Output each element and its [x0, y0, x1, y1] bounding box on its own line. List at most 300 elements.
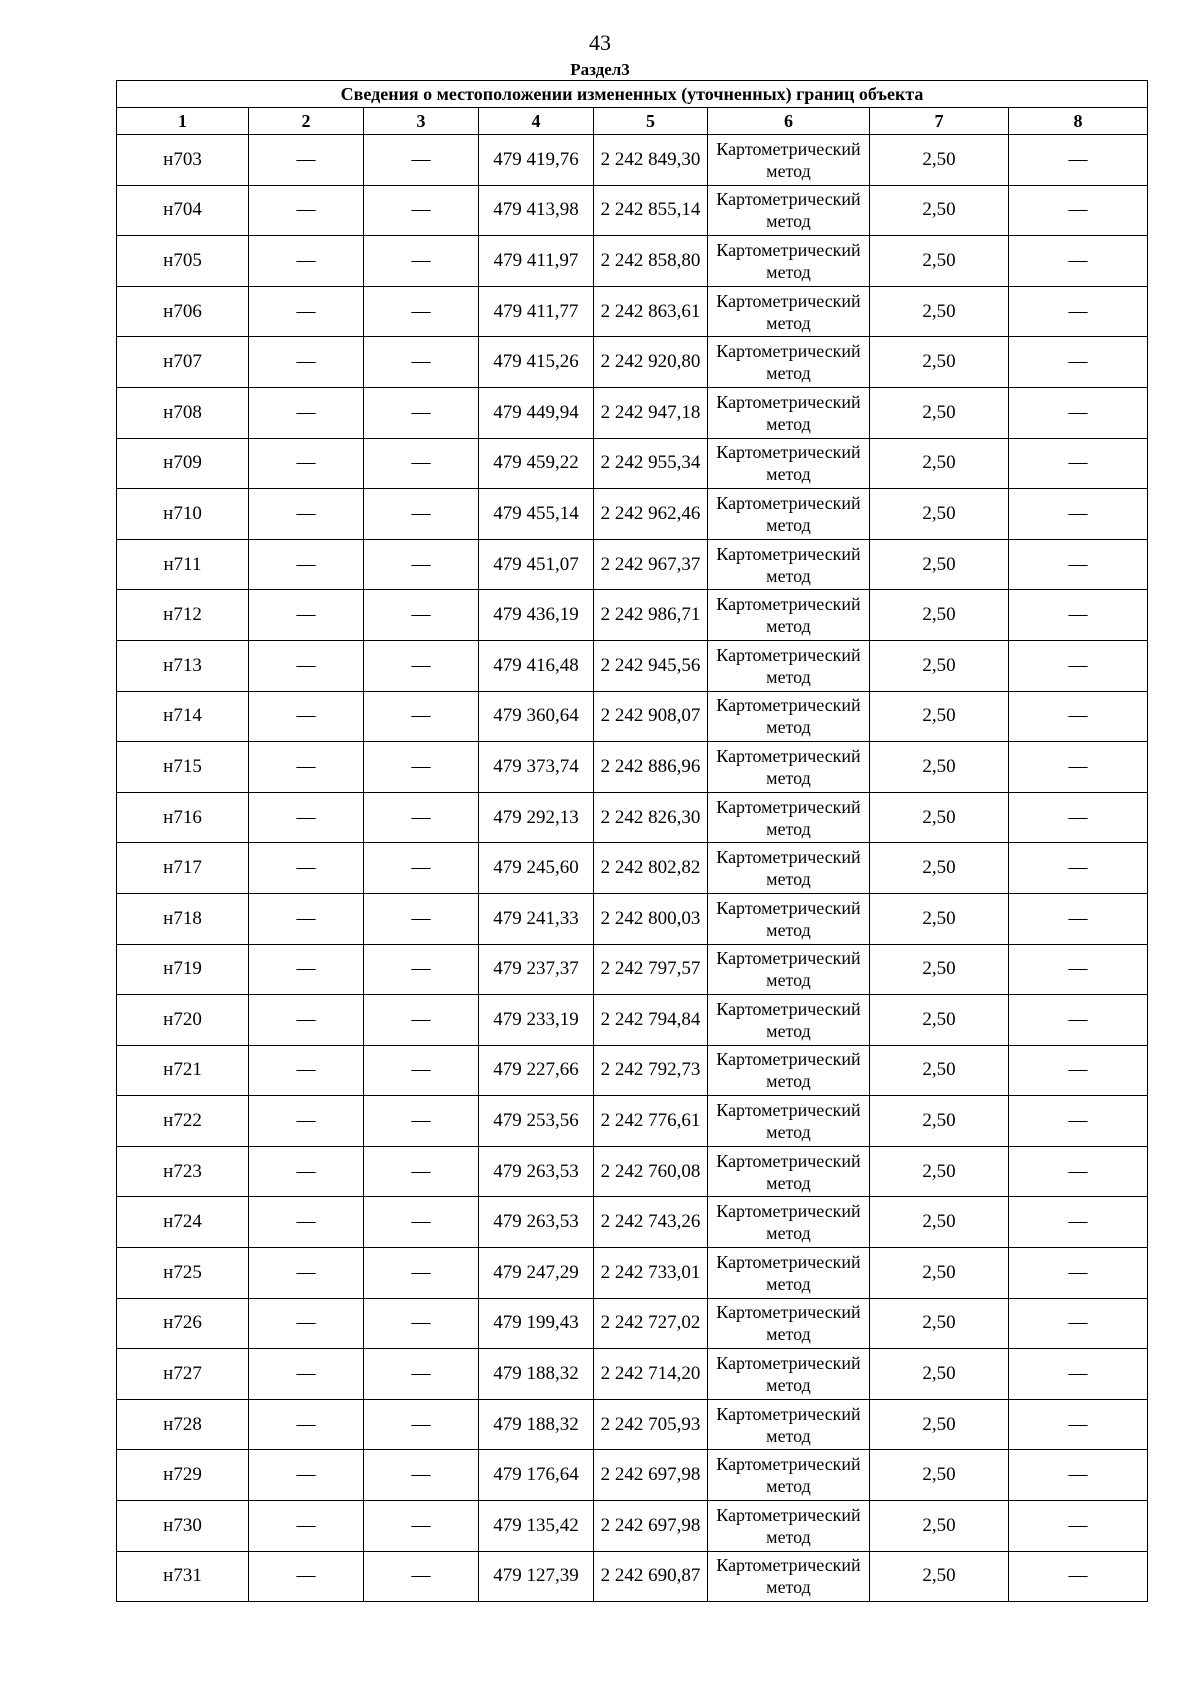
x-coordinate-cell: 479 459,22 [479, 438, 594, 489]
y-coordinate-cell: 2 242 863,61 [594, 286, 708, 337]
point-id-cell: н710 [117, 489, 249, 540]
table-body [117, 135, 1148, 1602]
col3-cell: — [364, 1501, 479, 1552]
x-coordinate-cell: 479 360,64 [479, 691, 594, 742]
point-id-cell: н708 [117, 387, 249, 438]
col2-cell: — [249, 1096, 364, 1147]
x-coordinate-cell: 479 227,66 [479, 1045, 594, 1096]
col2-cell: — [249, 539, 364, 590]
col2-cell: — [249, 135, 364, 186]
col8-cell: — [1009, 1197, 1148, 1248]
col8-cell: — [1009, 1450, 1148, 1501]
y-coordinate-cell: 2 242 967,37 [594, 539, 708, 590]
col2-cell: — [249, 236, 364, 287]
method-cell [708, 438, 870, 489]
table-row [117, 1399, 1148, 1450]
y-coordinate-cell: 2 242 792,73 [594, 1045, 708, 1096]
method-text: Картометрический метод [716, 1100, 861, 1143]
x-coordinate-cell: 479 436,19 [479, 590, 594, 641]
column-number: 2 [249, 108, 364, 135]
table-row [117, 438, 1148, 489]
table-row [117, 1551, 1148, 1602]
col3-cell: — [364, 1146, 479, 1197]
accuracy-cell: 2,50 [870, 691, 1009, 742]
col3-cell: — [364, 995, 479, 1046]
method-cell [708, 944, 870, 995]
x-coordinate-cell: 479 373,74 [479, 742, 594, 793]
method-text: Картометрический метод [716, 189, 861, 232]
col3-cell: — [364, 135, 479, 186]
column-number: 6 [708, 108, 870, 135]
col3-cell: — [364, 691, 479, 742]
boundary-coordinates-table [116, 80, 1148, 1602]
accuracy-cell: 2,50 [870, 236, 1009, 287]
accuracy-cell: 2,50 [870, 1096, 1009, 1147]
col2-cell: — [249, 1298, 364, 1349]
col2-cell: — [249, 185, 364, 236]
accuracy-cell: 2,50 [870, 438, 1009, 489]
col3-cell: — [364, 742, 479, 793]
col2-cell: — [249, 1551, 364, 1602]
accuracy-cell: 2,50 [870, 792, 1009, 843]
method-text: Картометрический метод [716, 341, 861, 384]
method-cell [708, 286, 870, 337]
table-row [117, 1146, 1148, 1197]
col8-cell: — [1009, 185, 1148, 236]
table-row [117, 135, 1148, 186]
accuracy-cell: 2,50 [870, 286, 1009, 337]
method-text: Картометрический метод [716, 745, 861, 788]
point-id-cell: н717 [117, 843, 249, 894]
col3-cell: — [364, 1349, 479, 1400]
method-text: Картометрический метод [716, 543, 861, 586]
x-coordinate-cell: 479 241,33 [479, 893, 594, 944]
col8-cell: — [1009, 995, 1148, 1046]
method-cell [708, 742, 870, 793]
y-coordinate-cell: 2 242 826,30 [594, 792, 708, 843]
y-coordinate-cell: 2 242 920,80 [594, 337, 708, 388]
accuracy-cell: 2,50 [870, 1349, 1009, 1400]
accuracy-cell: 2,50 [870, 944, 1009, 995]
col8-cell: — [1009, 1551, 1148, 1602]
col2-cell: — [249, 893, 364, 944]
column-number: 8 [1009, 108, 1148, 135]
point-id-cell: н724 [117, 1197, 249, 1248]
col3-cell: — [364, 1096, 479, 1147]
x-coordinate-cell: 479 176,64 [479, 1450, 594, 1501]
col8-cell: — [1009, 286, 1148, 337]
accuracy-cell: 2,50 [870, 1248, 1009, 1299]
table-row [117, 742, 1148, 793]
col3-cell: — [364, 843, 479, 894]
x-coordinate-cell: 479 253,56 [479, 1096, 594, 1147]
method-text: Картометрический метод [716, 1454, 861, 1497]
x-coordinate-cell: 479 416,48 [479, 640, 594, 691]
table-row [117, 1248, 1148, 1299]
y-coordinate-cell: 2 242 776,61 [594, 1096, 708, 1147]
column-number: 5 [594, 108, 708, 135]
col3-cell: — [364, 893, 479, 944]
point-id-cell: н703 [117, 135, 249, 186]
x-coordinate-cell: 479 415,26 [479, 337, 594, 388]
y-coordinate-cell: 2 242 714,20 [594, 1349, 708, 1400]
method-text: Картометрический метод [716, 644, 861, 687]
method-text: Картометрический метод [716, 1504, 861, 1547]
col8-cell: — [1009, 1045, 1148, 1096]
point-id-cell: н711 [117, 539, 249, 590]
col2-cell: — [249, 1399, 364, 1450]
col8-cell: — [1009, 1096, 1148, 1147]
accuracy-cell: 2,50 [870, 843, 1009, 894]
y-coordinate-cell: 2 242 908,07 [594, 691, 708, 742]
x-coordinate-cell: 479 199,43 [479, 1298, 594, 1349]
table-row [117, 1298, 1148, 1349]
method-text: Картометрический метод [716, 1251, 861, 1294]
method-text: Картометрический метод [716, 695, 861, 738]
method-text: Картометрический метод [716, 897, 861, 940]
table-row [117, 286, 1148, 337]
col8-cell: — [1009, 135, 1148, 186]
method-text: Картометрический метод [716, 1302, 861, 1345]
method-cell [708, 1045, 870, 1096]
col2-cell: — [249, 1045, 364, 1096]
point-id-cell: н720 [117, 995, 249, 1046]
method-cell [708, 185, 870, 236]
x-coordinate-cell: 479 188,32 [479, 1399, 594, 1450]
point-id-cell: н715 [117, 742, 249, 793]
method-text: Картометрический метод [716, 594, 861, 637]
method-text: Картометрический метод [716, 1555, 861, 1598]
method-text: Картометрический метод [716, 847, 861, 890]
y-coordinate-cell: 2 242 855,14 [594, 185, 708, 236]
method-cell [708, 1197, 870, 1248]
point-id-cell: н704 [117, 185, 249, 236]
y-coordinate-cell: 2 242 945,56 [594, 640, 708, 691]
y-coordinate-cell: 2 242 849,30 [594, 135, 708, 186]
col2-cell: — [249, 1501, 364, 1552]
y-coordinate-cell: 2 242 802,82 [594, 843, 708, 894]
x-coordinate-cell: 479 263,53 [479, 1197, 594, 1248]
method-cell [708, 1349, 870, 1400]
method-cell [708, 1501, 870, 1552]
col2-cell: — [249, 691, 364, 742]
x-coordinate-cell: 479 263,53 [479, 1146, 594, 1197]
method-text: Картометрический метод [716, 138, 861, 181]
col2-cell: — [249, 337, 364, 388]
point-id-cell: н730 [117, 1501, 249, 1552]
point-id-cell: н709 [117, 438, 249, 489]
col8-cell: — [1009, 1248, 1148, 1299]
y-coordinate-cell: 2 242 690,87 [594, 1551, 708, 1602]
column-number: 7 [870, 108, 1009, 135]
accuracy-cell: 2,50 [870, 539, 1009, 590]
y-coordinate-cell: 2 242 794,84 [594, 995, 708, 1046]
method-cell [708, 893, 870, 944]
table-row [117, 893, 1148, 944]
method-text: Картометрический метод [716, 1353, 861, 1396]
method-cell [708, 1399, 870, 1450]
col2-cell: — [249, 1248, 364, 1299]
y-coordinate-cell: 2 242 697,98 [594, 1501, 708, 1552]
method-cell [708, 1248, 870, 1299]
col8-cell: — [1009, 792, 1148, 843]
accuracy-cell: 2,50 [870, 893, 1009, 944]
y-coordinate-cell: 2 242 886,96 [594, 742, 708, 793]
col2-cell: — [249, 995, 364, 1046]
col3-cell: — [364, 438, 479, 489]
col8-cell: — [1009, 1298, 1148, 1349]
accuracy-cell: 2,50 [870, 1399, 1009, 1450]
x-coordinate-cell: 479 455,14 [479, 489, 594, 540]
table-row [117, 792, 1148, 843]
accuracy-cell: 2,50 [870, 337, 1009, 388]
col8-cell: — [1009, 337, 1148, 388]
table-row [117, 1450, 1148, 1501]
point-id-cell: н726 [117, 1298, 249, 1349]
table-row [117, 1197, 1148, 1248]
col8-cell: — [1009, 1501, 1148, 1552]
method-cell [708, 691, 870, 742]
col3-cell: — [364, 1551, 479, 1602]
y-coordinate-cell: 2 242 733,01 [594, 1248, 708, 1299]
column-number: 3 [364, 108, 479, 135]
table-row [117, 1349, 1148, 1400]
method-text: Картометрический метод [716, 290, 861, 333]
table-row [117, 236, 1148, 287]
table-row [117, 185, 1148, 236]
col8-cell: — [1009, 539, 1148, 590]
y-coordinate-cell: 2 242 743,26 [594, 1197, 708, 1248]
method-text: Картометрический метод [716, 1201, 861, 1244]
col8-cell: — [1009, 387, 1148, 438]
y-coordinate-cell: 2 242 705,93 [594, 1399, 708, 1450]
point-id-cell: н731 [117, 1551, 249, 1602]
col2-cell: — [249, 792, 364, 843]
col3-cell: — [364, 1197, 479, 1248]
method-text: Картометрический метод [716, 492, 861, 535]
accuracy-cell: 2,50 [870, 1450, 1009, 1501]
col8-cell: — [1009, 1399, 1148, 1450]
method-text: Картометрический метод [716, 1403, 861, 1446]
point-id-cell: н727 [117, 1349, 249, 1400]
y-coordinate-cell: 2 242 760,08 [594, 1146, 708, 1197]
col2-cell: — [249, 640, 364, 691]
x-coordinate-cell: 479 188,32 [479, 1349, 594, 1400]
accuracy-cell: 2,50 [870, 135, 1009, 186]
x-coordinate-cell: 479 292,13 [479, 792, 594, 843]
accuracy-cell: 2,50 [870, 1197, 1009, 1248]
table-row [117, 539, 1148, 590]
x-coordinate-cell: 479 247,29 [479, 1248, 594, 1299]
method-text: Картометрический метод [716, 1049, 861, 1092]
method-cell [708, 489, 870, 540]
point-id-cell: н728 [117, 1399, 249, 1450]
point-id-cell: н716 [117, 792, 249, 843]
x-coordinate-cell: 479 245,60 [479, 843, 594, 894]
accuracy-cell: 2,50 [870, 387, 1009, 438]
table-caption-row [117, 81, 1148, 108]
point-id-cell: н729 [117, 1450, 249, 1501]
col2-cell: — [249, 438, 364, 489]
col3-cell: — [364, 1248, 479, 1299]
col3-cell: — [364, 236, 479, 287]
table-row [117, 640, 1148, 691]
x-coordinate-cell: 479 449,94 [479, 387, 594, 438]
accuracy-cell: 2,50 [870, 1298, 1009, 1349]
method-cell [708, 1551, 870, 1602]
y-coordinate-cell: 2 242 727,02 [594, 1298, 708, 1349]
accuracy-cell: 2,50 [870, 185, 1009, 236]
col3-cell: — [364, 337, 479, 388]
x-coordinate-cell: 479 135,42 [479, 1501, 594, 1552]
col8-cell: — [1009, 438, 1148, 489]
x-coordinate-cell: 479 127,39 [479, 1551, 594, 1602]
method-text: Картометрический метод [716, 998, 861, 1041]
y-coordinate-cell: 2 242 697,98 [594, 1450, 708, 1501]
point-id-cell: н721 [117, 1045, 249, 1096]
method-cell [708, 135, 870, 186]
method-cell [708, 539, 870, 590]
y-coordinate-cell: 2 242 947,18 [594, 387, 708, 438]
col8-cell: — [1009, 1349, 1148, 1400]
col3-cell: — [364, 1298, 479, 1349]
method-text: Картометрический метод [716, 442, 861, 485]
col8-cell: — [1009, 590, 1148, 641]
accuracy-cell: 2,50 [870, 590, 1009, 641]
col2-cell: — [249, 1146, 364, 1197]
table-row [117, 995, 1148, 1046]
col3-cell: — [364, 1399, 479, 1450]
point-id-cell: н723 [117, 1146, 249, 1197]
point-id-cell: н718 [117, 893, 249, 944]
col3-cell: — [364, 185, 479, 236]
x-coordinate-cell: 479 419,76 [479, 135, 594, 186]
table-row [117, 387, 1148, 438]
method-cell [708, 995, 870, 1046]
accuracy-cell: 2,50 [870, 1551, 1009, 1602]
col3-cell: — [364, 792, 479, 843]
method-text: Картометрический метод [716, 1150, 861, 1193]
page-number: 43 [589, 30, 611, 55]
table-row [117, 843, 1148, 894]
method-cell [708, 1298, 870, 1349]
col8-cell: — [1009, 236, 1148, 287]
col8-cell: — [1009, 893, 1148, 944]
col2-cell: — [249, 742, 364, 793]
col8-cell: — [1009, 489, 1148, 540]
table-row [117, 944, 1148, 995]
x-coordinate-cell: 479 411,97 [479, 236, 594, 287]
accuracy-cell: 2,50 [870, 1501, 1009, 1552]
col2-cell: — [249, 387, 364, 438]
col3-cell: — [364, 1450, 479, 1501]
accuracy-cell: 2,50 [870, 1146, 1009, 1197]
col8-cell: — [1009, 843, 1148, 894]
y-coordinate-cell: 2 242 800,03 [594, 893, 708, 944]
method-text: Картометрический метод [716, 948, 861, 991]
accuracy-cell: 2,50 [870, 640, 1009, 691]
y-coordinate-cell: 2 242 962,46 [594, 489, 708, 540]
y-coordinate-cell: 2 242 955,34 [594, 438, 708, 489]
point-id-cell: н725 [117, 1248, 249, 1299]
col2-cell: — [249, 1349, 364, 1400]
col3-cell: — [364, 1045, 479, 1096]
col2-cell: — [249, 286, 364, 337]
col2-cell: — [249, 944, 364, 995]
table-caption: Сведения о местоположении измененных (уточненных) границ объекта [117, 81, 1148, 108]
method-cell [708, 236, 870, 287]
point-id-cell: н706 [117, 286, 249, 337]
accuracy-cell: 2,50 [870, 1045, 1009, 1096]
y-coordinate-cell: 2 242 858,80 [594, 236, 708, 287]
col2-cell: — [249, 1450, 364, 1501]
y-coordinate-cell: 2 242 986,71 [594, 590, 708, 641]
col2-cell: — [249, 1197, 364, 1248]
table-row [117, 1096, 1148, 1147]
table-row [117, 590, 1148, 641]
x-coordinate-cell: 479 413,98 [479, 185, 594, 236]
accuracy-cell: 2,50 [870, 489, 1009, 540]
col8-cell: — [1009, 691, 1148, 742]
method-cell [708, 1096, 870, 1147]
method-text: Картометрический метод [716, 391, 861, 434]
col3-cell: — [364, 387, 479, 438]
accuracy-cell: 2,50 [870, 742, 1009, 793]
method-cell [708, 337, 870, 388]
method-cell [708, 387, 870, 438]
col3-cell: — [364, 286, 479, 337]
col8-cell: — [1009, 742, 1148, 793]
col8-cell: — [1009, 944, 1148, 995]
method-cell [708, 792, 870, 843]
method-cell [708, 1450, 870, 1501]
col2-cell: — [249, 489, 364, 540]
method-cell [708, 1146, 870, 1197]
col2-cell: — [249, 590, 364, 641]
point-id-cell: н705 [117, 236, 249, 287]
point-id-cell: н712 [117, 590, 249, 641]
accuracy-cell: 2,50 [870, 995, 1009, 1046]
method-text: Картометрический метод [716, 239, 861, 282]
point-id-cell: н714 [117, 691, 249, 742]
x-coordinate-cell: 479 237,37 [479, 944, 594, 995]
method-text: Картометрический метод [716, 796, 861, 839]
col3-cell: — [364, 590, 479, 641]
method-cell [708, 640, 870, 691]
col3-cell: — [364, 944, 479, 995]
col3-cell: — [364, 640, 479, 691]
method-cell [708, 843, 870, 894]
col2-cell: — [249, 843, 364, 894]
column-number: 4 [479, 108, 594, 135]
table-row [117, 691, 1148, 742]
point-id-cell: н707 [117, 337, 249, 388]
point-id-cell: н713 [117, 640, 249, 691]
x-coordinate-cell: 479 233,19 [479, 995, 594, 1046]
method-cell [708, 590, 870, 641]
column-number: 1 [117, 108, 249, 135]
col8-cell: — [1009, 1146, 1148, 1197]
col8-cell: — [1009, 640, 1148, 691]
point-id-cell: н719 [117, 944, 249, 995]
table-row [117, 489, 1148, 540]
x-coordinate-cell: 479 411,77 [479, 286, 594, 337]
col3-cell: — [364, 489, 479, 540]
x-coordinate-cell: 479 451,07 [479, 539, 594, 590]
section-title: Раздел3 [570, 60, 630, 79]
col3-cell: — [364, 539, 479, 590]
table-row [117, 337, 1148, 388]
